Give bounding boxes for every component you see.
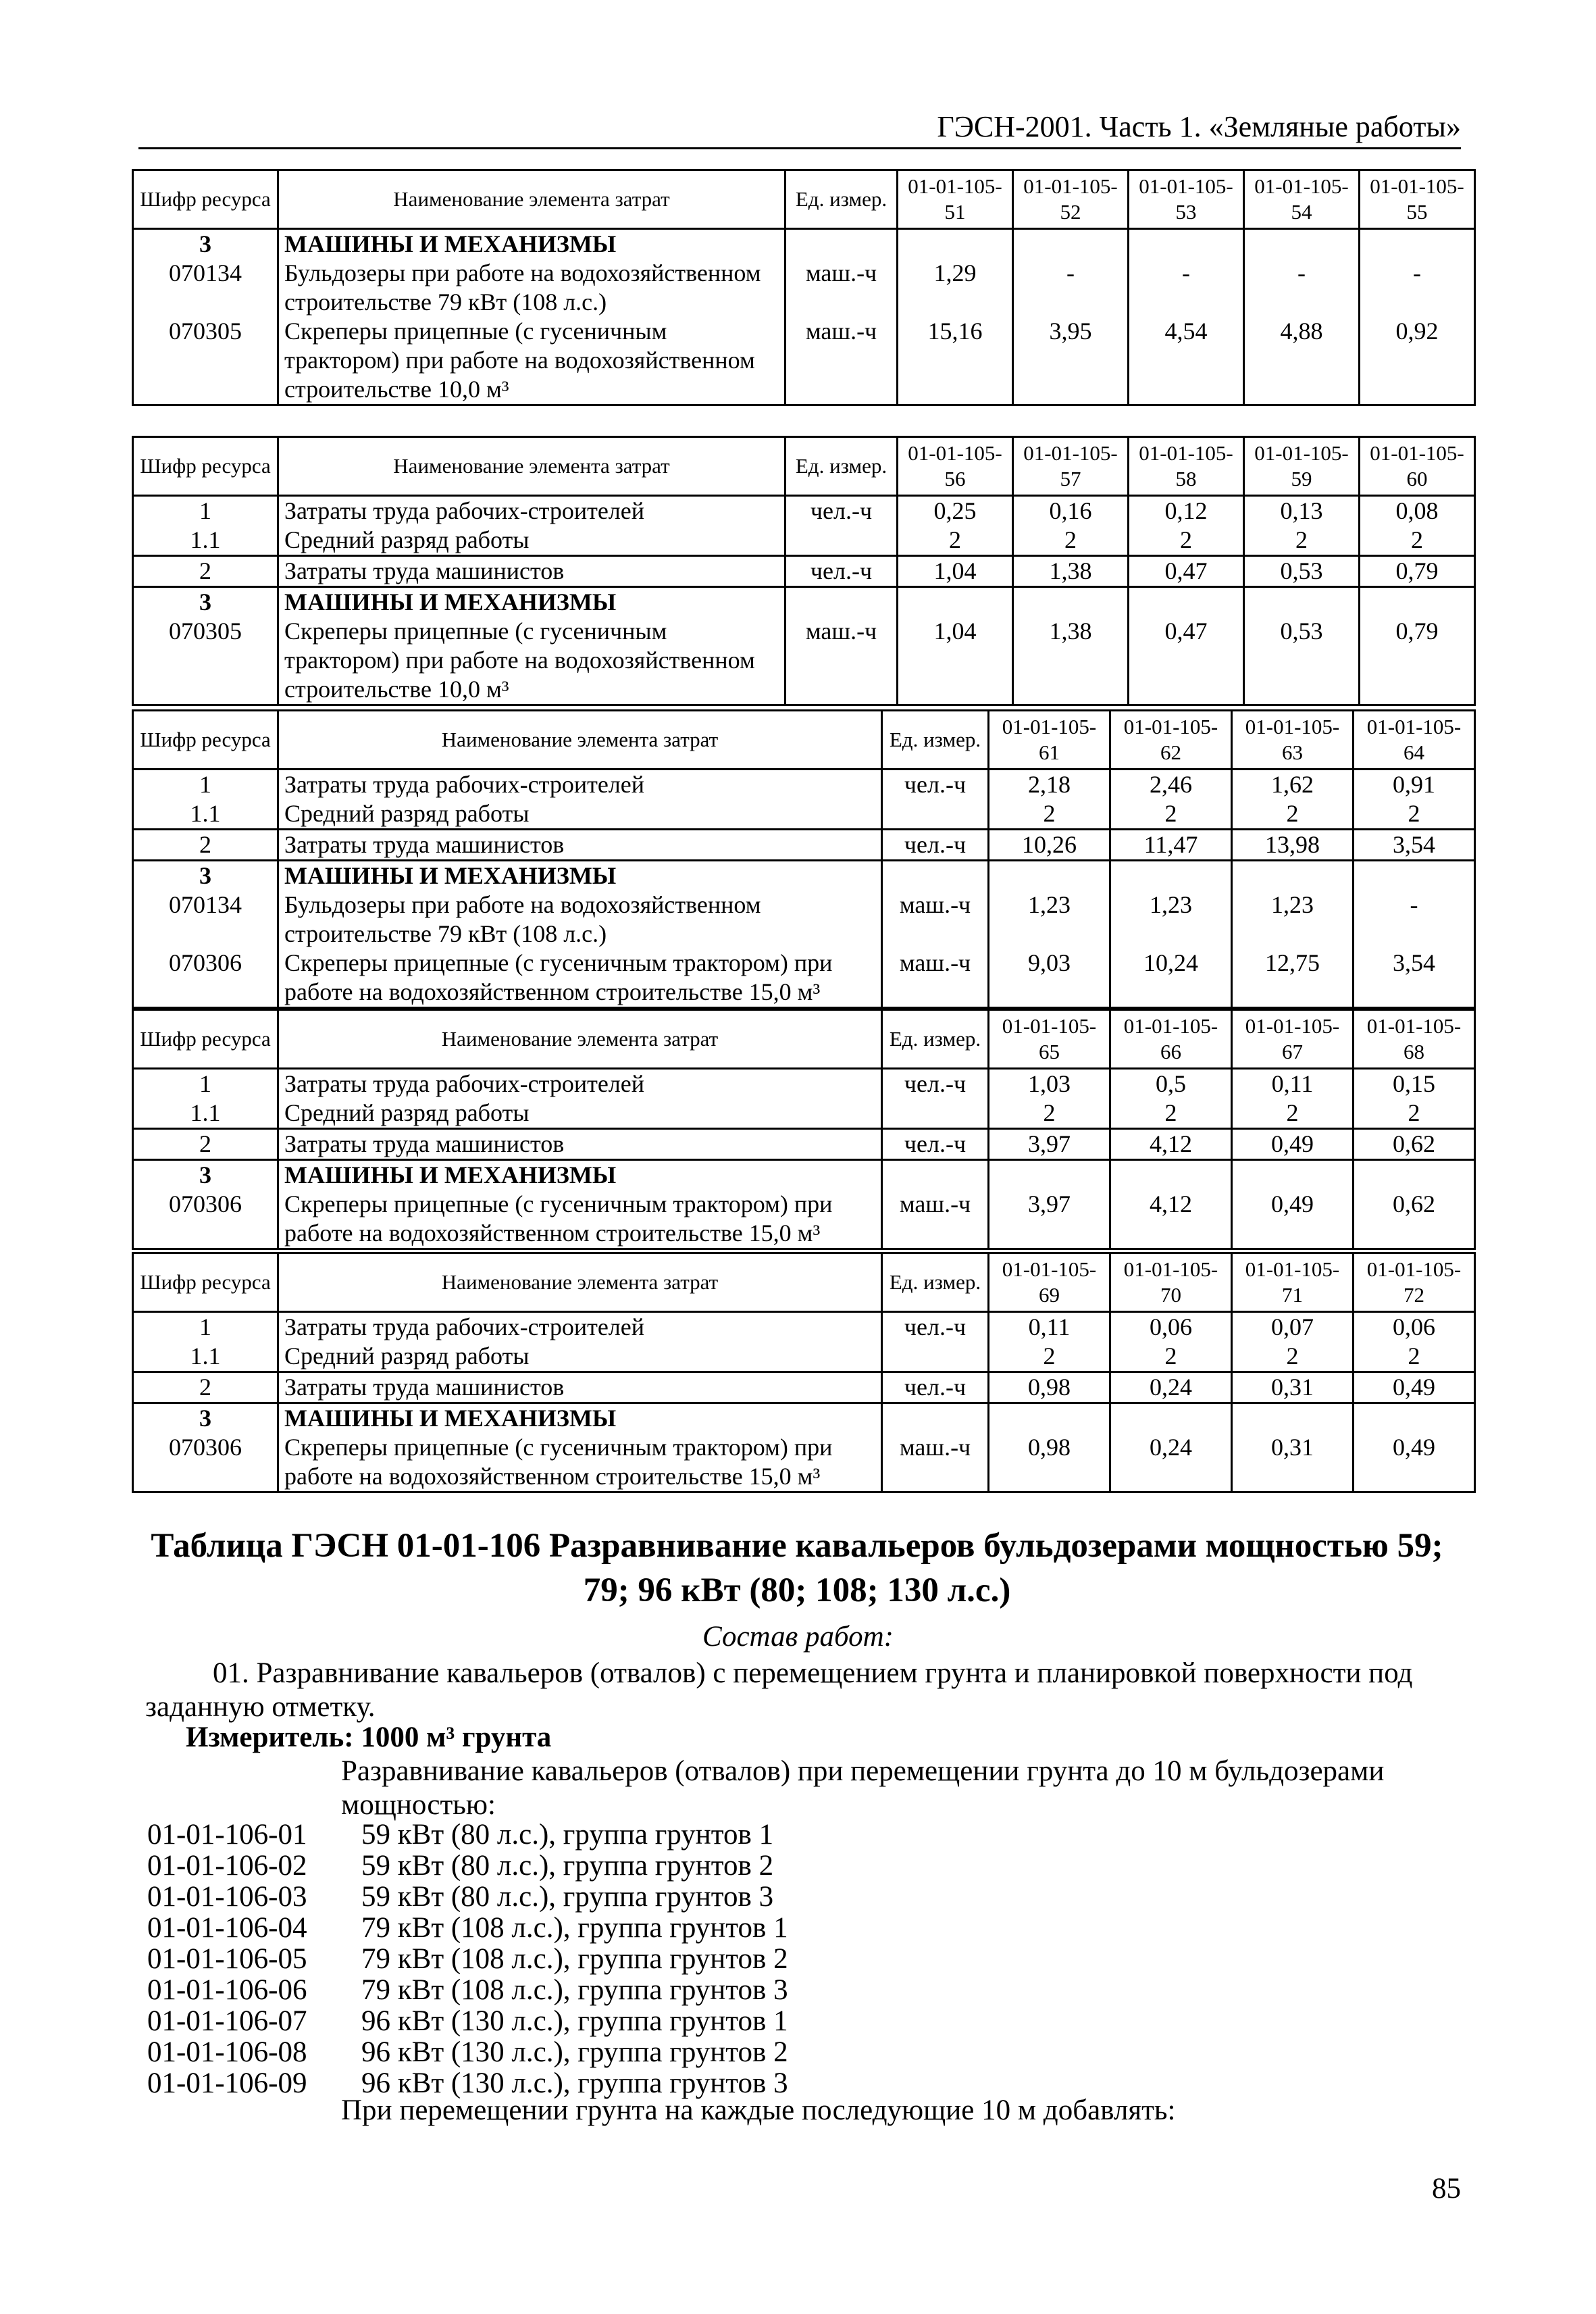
value-cell (1232, 1160, 1354, 1190)
value-cell: 0,47 (1129, 617, 1244, 705)
unit-cell (882, 1160, 989, 1190)
col-header-norm: 01-01-105-58 (1129, 437, 1244, 496)
cost-element-name: Средний разряд работы (278, 1342, 882, 1372)
table-row (133, 496, 1475, 526)
table-row (133, 556, 1475, 587)
value-cell: 1,04 (898, 556, 1013, 587)
resource-code: 3 (133, 229, 278, 259)
value-cell: 2 (1110, 1342, 1232, 1372)
resource-code: 070305 (133, 317, 278, 405)
table-header-row (133, 711, 1475, 770)
col-header-norm: 01-01-105-72 (1354, 1253, 1475, 1312)
value-cell: - (1013, 259, 1129, 317)
norm-code: 01-01-106-01 (147, 1819, 307, 1851)
unit-cell: маш.-ч (786, 317, 898, 405)
page-number: 85 (1432, 2173, 1461, 2205)
value-cell (989, 1403, 1110, 1434)
norm-description: 96 кВт (130 л.с.), группа грунтов 1 (361, 2005, 788, 2037)
value-cell: 4,12 (1110, 1190, 1232, 1249)
list-item (147, 1882, 788, 1913)
value-cell: 0,49 (1232, 1190, 1354, 1249)
resource-code: 1.1 (133, 799, 278, 830)
value-cell (1110, 1160, 1232, 1190)
col-header-unit: Ед. измер. (882, 1253, 989, 1312)
unit-cell (786, 526, 898, 556)
value-cell: 0,98 (989, 1372, 1110, 1403)
value-cell: 0,53 (1244, 556, 1360, 587)
col-header-norm: 01-01-105-62 (1110, 711, 1232, 770)
table-row (133, 861, 1475, 891)
resource-table (132, 169, 1476, 406)
cost-element-name: МАШИНЫ И МЕХАНИЗМЫ (278, 587, 786, 618)
header-rule (138, 147, 1461, 149)
work-item: 01. Разравнивание кавальеров (отвалов) с перемещением грунта и планировкой поверхности под заданную отметку. (145, 1657, 1413, 1723)
table-row (133, 830, 1475, 861)
value-cell: 0,07 (1232, 1312, 1354, 1342)
unit-cell: маш.-ч (882, 890, 989, 949)
value-cell: - (1354, 890, 1475, 949)
value-cell: 2 (1354, 1342, 1475, 1372)
norm-code: 01-01-106-08 (147, 2036, 307, 2068)
resource-code: 1 (133, 1069, 278, 1099)
value-cell: 0,47 (1129, 556, 1244, 587)
value-cell: 0,13 (1244, 496, 1360, 526)
value-cell: 3,97 (989, 1129, 1110, 1160)
resource-table (132, 1009, 1476, 1250)
resource-code: 2 (133, 830, 278, 861)
table-row (133, 1129, 1475, 1160)
table-header-row (133, 1010, 1475, 1069)
unit-cell (882, 799, 989, 830)
table-row (133, 317, 1475, 405)
list-item (147, 2037, 788, 2068)
col-header-code: Шифр ресурса (133, 711, 278, 770)
value-cell: 2 (1110, 799, 1232, 830)
value-cell (1232, 861, 1354, 891)
value-cell: 0,49 (1232, 1129, 1354, 1160)
value-cell: 2 (1232, 799, 1354, 830)
value-cell: 9,03 (989, 949, 1110, 1008)
unit-cell: маш.-ч (786, 617, 898, 705)
table-row (133, 1190, 1475, 1249)
col-header-norm: 01-01-105-65 (989, 1010, 1110, 1069)
table-row (133, 949, 1475, 1008)
unit-cell: чел.-ч (786, 496, 898, 526)
list-item (147, 1913, 788, 1944)
cost-element-name: Скреперы прицепные (с гусеничным трактором) при работе на водохозяйственном строительстве 15,0 м³ (278, 1433, 882, 1492)
value-cell: 15,16 (898, 317, 1013, 405)
cost-element-name: Бульдозеры при работе на водохозяйственном строительстве 79 кВт (108 л.с.) (278, 890, 882, 949)
value-cell: 0,11 (989, 1312, 1110, 1342)
value-cell: 2 (1360, 526, 1475, 556)
unit-cell: чел.-ч (882, 1312, 989, 1342)
cost-element-name: Скреперы прицепные (с гусеничным трактором) при работе на водохозяйственном строительстве 10,0 м³ (278, 617, 786, 705)
resource-table (132, 1252, 1476, 1493)
value-cell (1129, 587, 1244, 618)
value-cell: 0,24 (1110, 1372, 1232, 1403)
norm-code: 01-01-106-04 (147, 1912, 307, 1944)
norm-description: 59 кВт (80 л.с.), группа грунтов 3 (361, 1881, 774, 1913)
value-cell: 0,49 (1354, 1433, 1475, 1492)
cost-element-name: Затраты труда машинистов (278, 1372, 882, 1403)
unit-cell (786, 587, 898, 618)
value-cell: 0,98 (989, 1433, 1110, 1492)
cost-element-name: Затраты труда машинистов (278, 556, 786, 587)
value-cell: 12,75 (1232, 949, 1354, 1008)
norm-code: 01-01-106-09 (147, 2067, 307, 2099)
value-cell (1354, 1160, 1475, 1190)
unit-cell (882, 1403, 989, 1434)
cost-element-name: МАШИНЫ И МЕХАНИЗМЫ (278, 1403, 882, 1434)
table-header-row (133, 1253, 1475, 1312)
cost-element-name: Затраты труда рабочих-строителей (278, 1069, 882, 1099)
cost-element-name: Затраты труда рабочих-строителей (278, 496, 786, 526)
resource-code: 070306 (133, 1433, 278, 1492)
value-cell (1360, 587, 1475, 618)
value-cell: - (1360, 259, 1475, 317)
list-item (147, 1975, 788, 2006)
resource-code: 1 (133, 496, 278, 526)
norm-description: 59 кВт (80 л.с.), группа грунтов 2 (361, 1850, 774, 1882)
table-row (133, 229, 1475, 259)
cost-element-name: Средний разряд работы (278, 799, 882, 830)
norms-list (147, 1819, 788, 2099)
norm-code: 01-01-106-06 (147, 1974, 307, 2006)
resource-code: 3 (133, 587, 278, 618)
value-cell: 2 (1110, 1099, 1232, 1129)
col-header-norm: 01-01-105-54 (1244, 170, 1360, 229)
value-cell: 4,54 (1129, 317, 1244, 405)
cost-element-name: Затраты труда рабочих-строителей (278, 770, 882, 800)
cost-element-name: Скреперы прицепные (с гусеничным трактором) при работе на водохозяйственном строительстве 15,0 м³ (278, 949, 882, 1008)
value-cell: 1,23 (989, 890, 1110, 949)
cost-element-name: Бульдозеры при работе на водохозяйственном строительстве 79 кВт (108 л.с.) (278, 259, 786, 317)
col-header-unit: Ед. измер. (786, 170, 898, 229)
value-cell: 13,98 (1232, 830, 1354, 861)
resource-code: 2 (133, 556, 278, 587)
table-header-row (133, 437, 1475, 496)
col-header-norm: 01-01-105-55 (1360, 170, 1475, 229)
col-header-norm: 01-01-105-66 (1110, 1010, 1232, 1069)
value-cell (1354, 861, 1475, 891)
col-header-norm: 01-01-105-63 (1232, 711, 1354, 770)
value-cell: 1,38 (1013, 617, 1129, 705)
value-cell (1354, 1403, 1475, 1434)
table-row (133, 617, 1475, 705)
value-cell: 0,12 (1129, 496, 1244, 526)
value-cell: 0,53 (1244, 617, 1360, 705)
unit-cell: чел.-ч (786, 556, 898, 587)
unit-cell: маш.-ч (882, 1190, 989, 1249)
col-header-norm: 01-01-105-69 (989, 1253, 1110, 1312)
value-cell: 0,31 (1232, 1372, 1354, 1403)
norm-description: 79 кВт (108 л.с.), группа грунтов 2 (361, 1943, 788, 1975)
value-cell: 2 (898, 526, 1013, 556)
value-cell: 2 (989, 799, 1110, 830)
norm-description: 79 кВт (108 л.с.), группа грунтов 3 (361, 1974, 788, 2006)
norm-code: 01-01-106-02 (147, 1850, 307, 1882)
value-cell: 0,92 (1360, 317, 1475, 405)
composition-label: Состав работ: (702, 1621, 894, 1653)
list-item (147, 1851, 788, 1882)
value-cell: 2 (1244, 526, 1360, 556)
value-cell: 2 (1129, 526, 1244, 556)
col-header-name: Наименование элемента затрат (278, 1253, 882, 1312)
value-cell: 1,23 (1232, 890, 1354, 949)
col-header-code: Шифр ресурса (133, 1010, 278, 1069)
col-header-name: Наименование элемента затрат (278, 1010, 882, 1069)
value-cell: 0,16 (1013, 496, 1129, 526)
cost-element-name: Средний разряд работы (278, 1099, 882, 1129)
unit-cell (786, 229, 898, 259)
col-header-norm: 01-01-105-59 (1244, 437, 1360, 496)
value-cell: 0,11 (1232, 1069, 1354, 1099)
value-cell (1013, 229, 1129, 259)
value-cell (1110, 861, 1232, 891)
col-header-name: Наименование элемента затрат (278, 437, 786, 496)
cost-element-name: Средний разряд работы (278, 526, 786, 556)
footer-note: При перемещении грунта на каждые последующие 10 м добавлять: (341, 2094, 1176, 2126)
value-cell: 2,18 (989, 770, 1110, 800)
value-cell: 3,95 (1013, 317, 1129, 405)
col-header-norm: 01-01-105-61 (989, 711, 1110, 770)
value-cell: 2 (989, 1099, 1110, 1129)
value-cell (989, 861, 1110, 891)
table-row (133, 799, 1475, 830)
value-cell (1360, 229, 1475, 259)
col-header-unit: Ед. измер. (882, 711, 989, 770)
unit-cell (882, 1342, 989, 1372)
value-cell (898, 587, 1013, 618)
unit-cell: чел.-ч (882, 830, 989, 861)
value-cell: 2 (1232, 1099, 1354, 1129)
value-cell: 0,06 (1110, 1312, 1232, 1342)
resource-code: 3 (133, 1160, 278, 1190)
value-cell (1244, 229, 1360, 259)
resource-code: 070306 (133, 1190, 278, 1249)
unit-cell (882, 1099, 989, 1129)
table-row (133, 1312, 1475, 1342)
value-cell: 0,06 (1354, 1312, 1475, 1342)
value-cell: 1,62 (1232, 770, 1354, 800)
value-cell: 0,62 (1354, 1129, 1475, 1160)
value-cell (1110, 1403, 1232, 1434)
col-header-name: Наименование элемента затрат (278, 711, 882, 770)
value-cell (1232, 1403, 1354, 1434)
value-cell: 2 (1232, 1342, 1354, 1372)
col-header-norm: 01-01-105-64 (1354, 711, 1475, 770)
value-cell: 0,08 (1360, 496, 1475, 526)
unit-cell: чел.-ч (882, 770, 989, 800)
table-row (133, 890, 1475, 949)
resource-code: 3 (133, 1403, 278, 1434)
value-cell: - (1129, 259, 1244, 317)
value-cell: 11,47 (1110, 830, 1232, 861)
value-cell: 0,15 (1354, 1069, 1475, 1099)
unit-cell: чел.-ч (882, 1069, 989, 1099)
value-cell: 10,24 (1110, 949, 1232, 1008)
col-header-code: Шифр ресурса (133, 437, 278, 496)
value-cell: 0,91 (1354, 770, 1475, 800)
table-row (133, 1099, 1475, 1129)
resource-code: 1 (133, 770, 278, 800)
value-cell: 4,88 (1244, 317, 1360, 405)
value-cell: 3,54 (1354, 830, 1475, 861)
cost-element-name: Скреперы прицепные (с гусеничным трактором) при работе на водохозяйственном строительстве 10,0 м³ (278, 317, 786, 405)
section-title: Таблица ГЭСН 01-01-106 Разравнивание кавальеров бульдозерами мощностью 59; 79; 96 кВт (80; 108; 130 л.с.) (151, 1527, 1443, 1609)
value-cell: 0,5 (1110, 1069, 1232, 1099)
value-cell (1129, 229, 1244, 259)
value-cell: 1,23 (1110, 890, 1232, 949)
table-row (133, 526, 1475, 556)
value-cell: 1,04 (898, 617, 1013, 705)
list-item (147, 1944, 788, 1975)
norm-code: 01-01-106-05 (147, 1943, 307, 1975)
col-header-unit: Ед. измер. (882, 1010, 989, 1069)
value-cell: 2 (989, 1342, 1110, 1372)
value-cell: 0,79 (1360, 617, 1475, 705)
cost-element-name: Скреперы прицепные (с гусеничным трактором) при работе на водохозяйственном строительстве 15,0 м³ (278, 1190, 882, 1249)
value-cell (898, 229, 1013, 259)
norm-description: 96 кВт (130 л.с.), группа грунтов 3 (361, 2067, 788, 2099)
value-cell: 1,03 (989, 1069, 1110, 1099)
unit-cell (882, 861, 989, 891)
resource-code: 1.1 (133, 526, 278, 556)
value-cell: 0,62 (1354, 1190, 1475, 1249)
value-cell: 10,26 (989, 830, 1110, 861)
value-cell (1244, 587, 1360, 618)
resource-code: 1.1 (133, 1099, 278, 1129)
col-header-name: Наименование элемента затрат (278, 170, 786, 229)
col-header-unit: Ед. измер. (786, 437, 898, 496)
value-cell: 2,46 (1110, 770, 1232, 800)
col-header-code: Шифр ресурса (133, 170, 278, 229)
running-title: ГЭСН-2001. Часть 1. «Земляные работы» (937, 110, 1461, 143)
table-row (133, 770, 1475, 800)
resource-code: 2 (133, 1372, 278, 1403)
col-header-norm: 01-01-105-71 (1232, 1253, 1354, 1312)
value-cell: 1,29 (898, 259, 1013, 317)
unit-cell: чел.-ч (882, 1372, 989, 1403)
cost-element-name: МАШИНЫ И МЕХАНИЗМЫ (278, 229, 786, 259)
col-header-norm: 01-01-105-67 (1232, 1010, 1354, 1069)
table-row (133, 259, 1475, 317)
value-cell: 2 (1354, 1099, 1475, 1129)
resource-code: 070305 (133, 617, 278, 705)
value-cell: 2 (1013, 526, 1129, 556)
col-header-norm: 01-01-105-56 (898, 437, 1013, 496)
cost-element-name: Затраты труда машинистов (278, 1129, 882, 1160)
list-item (147, 2006, 788, 2037)
unit-cell: маш.-ч (882, 1433, 989, 1492)
norm-description: 79 кВт (108 л.с.), группа грунтов 1 (361, 1912, 788, 1944)
unit-cell: маш.-ч (786, 259, 898, 317)
table-row (133, 1069, 1475, 1099)
value-cell: 3,97 (989, 1190, 1110, 1249)
norm-code: 01-01-106-03 (147, 1881, 307, 1913)
value-cell: 0,49 (1354, 1372, 1475, 1403)
norm-description: 96 кВт (130 л.с.), группа грунтов 2 (361, 2036, 788, 2068)
cost-element-name: МАШИНЫ И МЕХАНИЗМЫ (278, 1160, 882, 1190)
resource-code: 3 (133, 861, 278, 891)
cost-element-name: Затраты труда машинистов (278, 830, 882, 861)
resource-code: 1 (133, 1312, 278, 1342)
col-header-norm: 01-01-105-70 (1110, 1253, 1232, 1312)
table-header-row (133, 170, 1475, 229)
value-cell: 0,24 (1110, 1433, 1232, 1492)
value-cell (989, 1160, 1110, 1190)
cost-element-name: Затраты труда рабочих-строителей (278, 1312, 882, 1342)
value-cell (1013, 587, 1129, 618)
col-header-norm: 01-01-105-68 (1354, 1010, 1475, 1069)
col-header-norm: 01-01-105-52 (1013, 170, 1129, 229)
resource-code: 070134 (133, 890, 278, 949)
table-row (133, 1403, 1475, 1434)
resource-code: 070306 (133, 949, 278, 1008)
table-row (133, 1372, 1475, 1403)
col-header-code: Шифр ресурса (133, 1253, 278, 1312)
list-item (147, 1819, 788, 1851)
resource-table (132, 436, 1476, 706)
value-cell: 1,38 (1013, 556, 1129, 587)
col-header-norm: 01-01-105-57 (1013, 437, 1129, 496)
value-cell: 4,12 (1110, 1129, 1232, 1160)
value-cell: 0,31 (1232, 1433, 1354, 1492)
col-header-norm: 01-01-105-60 (1360, 437, 1475, 496)
norm-code: 01-01-106-07 (147, 2005, 307, 2037)
resource-code: 070134 (133, 259, 278, 317)
col-header-norm: 01-01-105-51 (898, 170, 1013, 229)
norm-description: 59 кВт (80 л.с.), группа грунтов 1 (361, 1819, 774, 1851)
unit-cell: чел.-ч (882, 1129, 989, 1160)
resource-code: 2 (133, 1129, 278, 1160)
value-cell: 3,54 (1354, 949, 1475, 1008)
unit-cell: маш.-ч (882, 949, 989, 1008)
value-cell: 0,25 (898, 496, 1013, 526)
value-cell: 2 (1354, 799, 1475, 830)
meter-label: Измеритель: 1000 м³ грунта (186, 1721, 552, 1753)
col-header-norm: 01-01-105-53 (1129, 170, 1244, 229)
norms-intro: Разравнивание кавальеров (отвалов) при перемещении грунта до 10 м бульдозерами мощностью: (341, 1755, 1385, 1821)
table-row (133, 1342, 1475, 1372)
resource-table (132, 709, 1476, 1009)
table-row (133, 1433, 1475, 1492)
cost-element-name: МАШИНЫ И МЕХАНИЗМЫ (278, 861, 882, 891)
value-cell: - (1244, 259, 1360, 317)
resource-code: 1.1 (133, 1342, 278, 1372)
table-row (133, 1160, 1475, 1190)
value-cell: 0,79 (1360, 556, 1475, 587)
table-row (133, 587, 1475, 618)
